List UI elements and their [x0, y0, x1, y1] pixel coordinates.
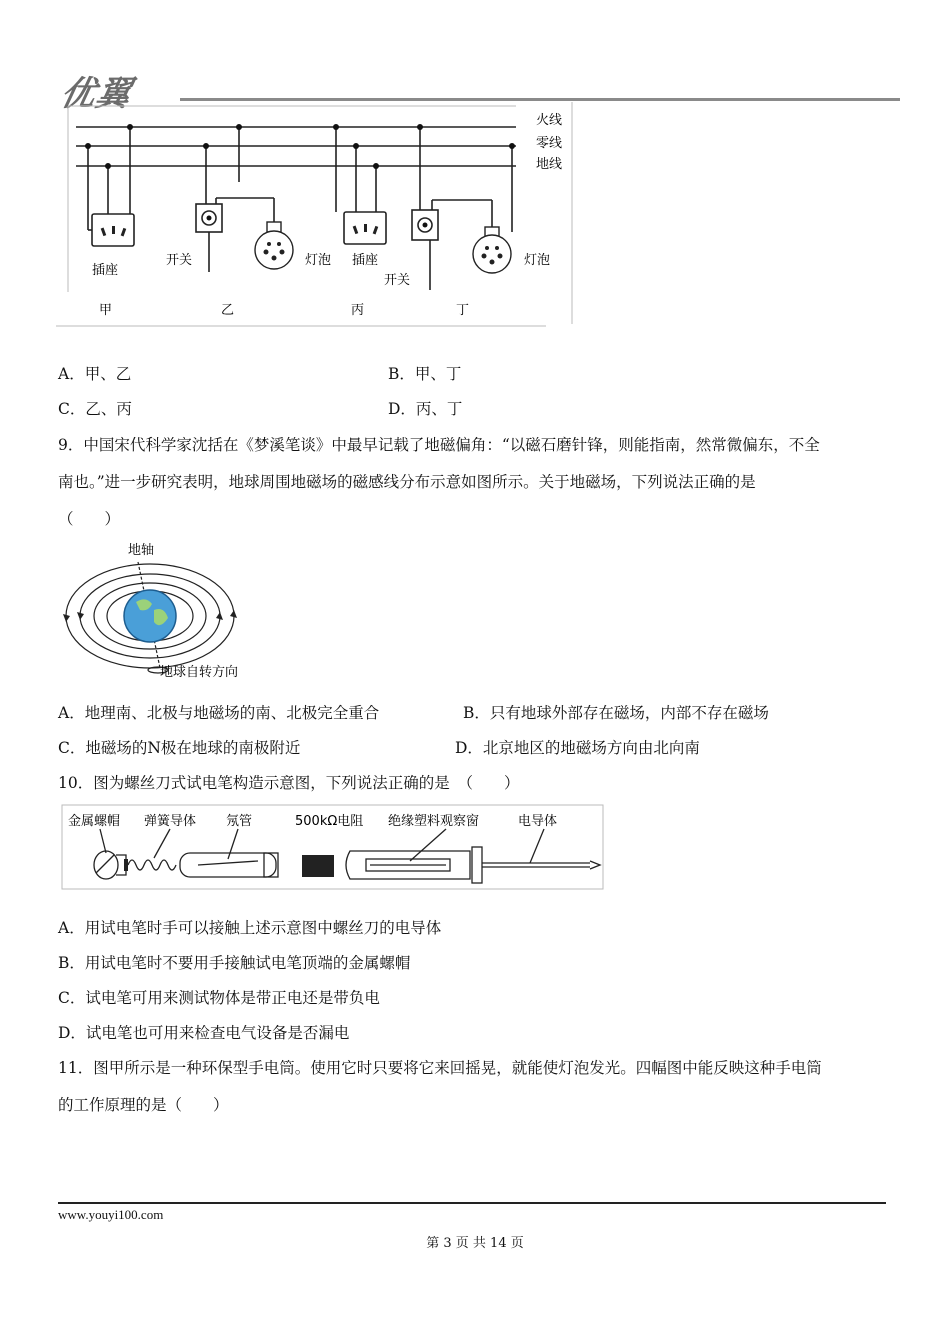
bulb-label: 灯泡	[524, 253, 551, 268]
q8-option-d: D．丙、丁	[388, 400, 463, 418]
earth-axis-label: 地轴	[128, 543, 155, 558]
conductor-label: 电导体	[518, 814, 558, 829]
footer-url[interactable]: www.youyi100.com	[58, 1207, 164, 1222]
q9-stem-line3: （ ）	[58, 510, 121, 528]
q9-option-b: B．只有地球外部存在磁场，内部不存在磁场	[463, 704, 769, 722]
switch-label: 开关	[384, 273, 411, 288]
household-circuit-figure	[56, 102, 582, 330]
group-label-jia: 甲	[99, 303, 113, 318]
socket-label: 插座	[352, 253, 379, 268]
footer-rule	[58, 1202, 886, 1204]
switch-label: 开关	[166, 253, 193, 268]
q11-stem-line1: 11．图甲所示是一种环保型手电筒。使用它时只要将它来回摇晃，就能使灯泡发光。四幅图中能反映这种手电筒	[58, 1059, 822, 1077]
group-label-yi: 乙	[221, 303, 235, 318]
wire-label-neutral: 零线	[536, 136, 563, 151]
rotation-direction-label: 地球自转方向	[160, 665, 239, 680]
q8-option-b: B．甲、丁	[388, 365, 462, 383]
q8-option-c: C．乙、丙	[58, 400, 132, 418]
group-label-ding: 丁	[456, 303, 470, 318]
q10-option-a: A．用试电笔时手可以接触上述示意图中螺丝刀的电导体	[58, 919, 442, 937]
q9-stem-line1: 9．中国宋代科学家沈括在《梦溪笔谈》中最早记载了地磁偏角：“以磁石磨针锋，则能指南，然常微偏东，不全	[58, 436, 820, 454]
q9-stem-line2: 南也。”进一步研究表明，地球周围地磁场的磁感线分布示意如图所示。关于地磁场，下列说法正确的是	[58, 473, 756, 491]
geomagnetic-field-figure	[60, 540, 240, 685]
window-label: 绝缘塑料观察窗	[388, 814, 480, 829]
page-number: 第 3 页 共 14 页	[426, 1236, 524, 1251]
bulb-icon	[255, 222, 511, 273]
socket-label: 插座	[92, 263, 119, 278]
q10-option-b: B．用试电笔时不要用手接触试电笔顶端的金属螺帽	[58, 954, 411, 972]
header-rule	[180, 98, 900, 101]
q8-option-a: A．甲、乙	[58, 365, 132, 383]
group-label-bing: 丙	[351, 303, 365, 318]
q9-option-d: D．北京地区的地磁场方向由北向南	[455, 739, 700, 757]
spring-conductor-label: 弹簧导体	[144, 814, 197, 829]
bulb-label: 灯泡	[305, 253, 332, 268]
q10-stem: 10．图为螺丝刀式试电笔构造示意图，下列说法正确的是 （ ）	[58, 774, 520, 792]
youyi-logo: 优翼	[57, 74, 136, 114]
neon-tube-label: 氖管	[226, 814, 253, 829]
q10-option-c: C．试电笔可用来测试物体是带正电还是带负电	[58, 989, 380, 1007]
wire-label-live: 火线	[536, 113, 563, 128]
resistor-block	[302, 855, 334, 877]
q9-option-a: A．地理南、北极与地磁场的南、北极完全重合	[58, 704, 380, 722]
q11-stem-line2: 的工作原理的是（ ）	[58, 1096, 229, 1114]
q9-option-c: C．地磁场的N极在地球的南极附近	[58, 739, 301, 757]
earth-globe-icon	[124, 590, 176, 642]
metal-cap-label: 金属螺帽	[68, 814, 121, 829]
q10-option-d: D．试电笔也可用来检查电气设备是否漏电	[58, 1024, 350, 1042]
wire-label-ground: 地线	[536, 157, 563, 172]
resistor-label: 500kΩ电阻	[295, 814, 364, 829]
test-pen-figure	[60, 803, 605, 891]
